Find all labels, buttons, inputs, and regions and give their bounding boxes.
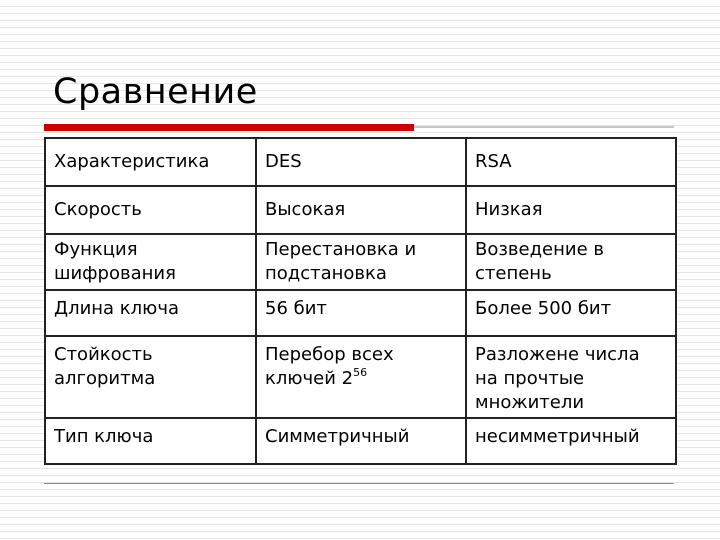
- key-space-exponent: 56: [353, 366, 368, 379]
- feature-cell: Длина ключа: [45, 290, 256, 336]
- rsa-cell: несимметричный: [466, 418, 676, 464]
- feature-cell: Скорость: [45, 186, 256, 234]
- table-row: [45, 290, 676, 336]
- table-row: [45, 234, 676, 290]
- footer-rule: [44, 483, 674, 484]
- des-cell: Высокая: [256, 186, 466, 234]
- header-cell: [45, 138, 256, 186]
- header-label: Характеристика: [54, 151, 210, 172]
- des-cell: Симметричный: [256, 418, 466, 464]
- rsa-cell: Разложене числа на прочтые множители: [466, 336, 676, 418]
- comparison-table: [44, 137, 677, 465]
- header-label: DES: [265, 151, 302, 172]
- slide-title: Сравнение: [53, 72, 258, 112]
- table-header-row: [45, 138, 676, 186]
- feature-cell: Тип ключа: [45, 418, 256, 464]
- header-cell: [256, 138, 466, 186]
- rsa-cell: Низкая: [466, 186, 676, 234]
- feature-cell: Стойкость алгоритма: [45, 336, 256, 418]
- rsa-cell: Возведение в степень: [466, 234, 676, 290]
- des-cell: Перестановка и подстановка: [256, 234, 466, 290]
- table-row: [45, 418, 676, 464]
- title-underline-accent: [44, 124, 414, 131]
- des-cell: 56 бит: [256, 290, 466, 336]
- des-cell: [256, 336, 466, 418]
- title-underline-rule: [414, 126, 674, 128]
- table-row: [45, 186, 676, 234]
- des-strength-text: Перебор всех ключей 2: [265, 344, 394, 389]
- header-label: RSA: [475, 151, 512, 172]
- rsa-cell: Более 500 бит: [466, 290, 676, 336]
- header-cell: [466, 138, 676, 186]
- table-row: [45, 336, 676, 418]
- feature-cell: Функция шифрования: [45, 234, 256, 290]
